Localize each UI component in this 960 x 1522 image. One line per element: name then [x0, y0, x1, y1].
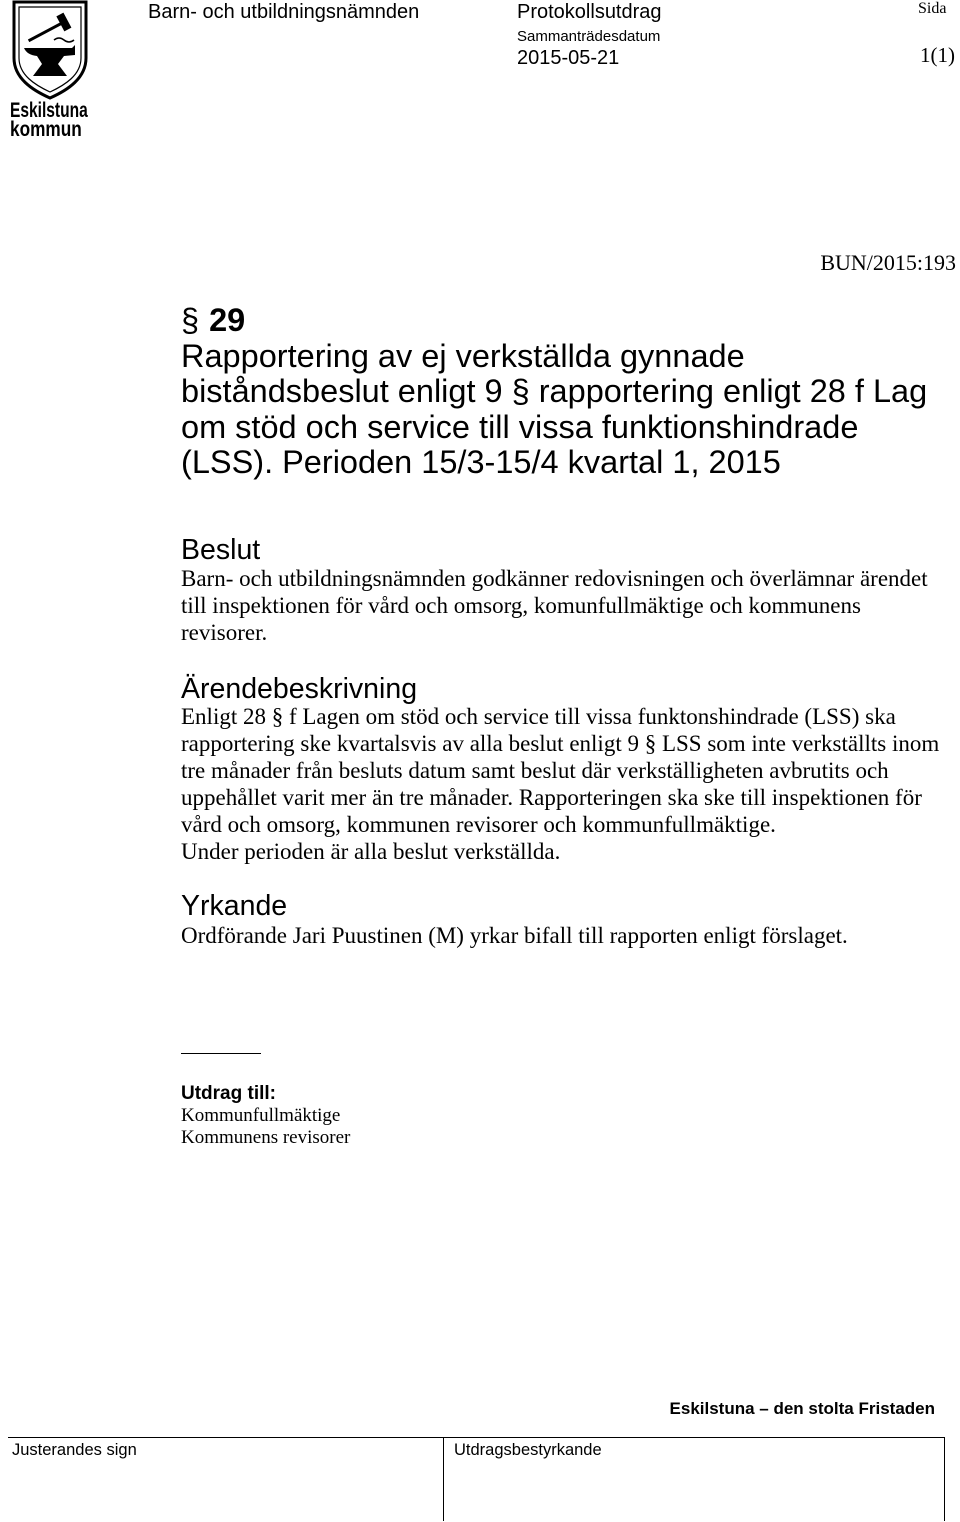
footer-motto: Eskilstuna – den stolta Fristaden: [669, 1399, 935, 1418]
municipality-logo: [8, 0, 92, 140]
meeting-date: 2015-05-21: [517, 47, 620, 69]
distribution-list: [181, 1105, 350, 1149]
case-number: BUN/2015:193: [820, 250, 956, 275]
section-body-arendebeskrivning: [181, 703, 939, 865]
body-line: uppehållet varit mer än tre månader. Rapporteringen ska ske till inspektionen för: [181, 785, 922, 810]
footer-left-label: Justerandes sign: [12, 1441, 137, 1459]
meeting-date-label: Sammanträdesdatum: [517, 28, 661, 45]
section-heading-arendebeskrivning: Ärendebeskrivning: [181, 673, 418, 705]
body-line: Under perioden är alla beslut verkställda.: [181, 839, 561, 864]
body-line: tre månader från besluts datum samt beslut där verkställigheten avbrutits och: [181, 758, 889, 783]
title-line: om stöd och service till vissa funktionshindrade: [181, 408, 859, 445]
section-heading-beslut: Beslut: [181, 534, 261, 566]
section-heading-yrkande: Yrkande: [181, 890, 288, 922]
distribution-label: Utdrag till:: [181, 1083, 276, 1104]
logo-subname: kommun: [10, 118, 82, 141]
distribution-recipient: Kommunens revisorer: [181, 1127, 351, 1148]
body-line: rapportering ske kvartalsvis av alla beslut enligt 9 § LSS som inte verkställts inom: [181, 731, 940, 756]
body-line: Enligt 28 § f Lagen om stöd och service till vissa funktonshindrade (LSS) ska: [181, 704, 896, 729]
title-line: (LSS). Perioden 15/3-15/4 kvartal 1, 2015: [181, 444, 781, 480]
body-line: Barn- och utbildningsnämnden godkänner redovisningen och överlämnar ärendet: [181, 566, 928, 591]
title-line: Rapportering av ej verkställda gynnade: [181, 337, 745, 374]
footer-rule: [8, 1437, 945, 1438]
logo-name: Eskilstuna: [10, 99, 88, 122]
header-committee: Barn- och utbildningsnämnden: [148, 1, 420, 23]
section-body-yrkande: [181, 922, 848, 949]
signature-divider: [181, 1053, 261, 1054]
body-line: vård och omsorg, kommunen revisorer och kommunfullmäktige.: [181, 812, 776, 837]
body-line: revisorer.: [181, 620, 268, 645]
page-number: 1(1): [920, 43, 955, 67]
coat-of-arms-icon: [10, 0, 90, 100]
page-label: Sida: [918, 0, 947, 17]
distribution-recipient: Kommunfullmäktige: [181, 1105, 341, 1126]
paragraph-heading: [181, 303, 927, 339]
section-body-beslut: [181, 565, 928, 646]
title-line: biståndsbeslut enligt 9 § rapportering enligt 28 f Lag: [181, 373, 928, 409]
section-sign: §: [181, 302, 200, 338]
body-line: till inspektionen för vård och omsorg, komunfullmäktige och kommunens: [181, 593, 861, 618]
footer-right-border: [944, 1437, 945, 1521]
footer-divider: [443, 1437, 444, 1521]
case-title: [181, 303, 927, 481]
header-doc-type: Protokollsutdrag: [517, 1, 662, 23]
footer-right-label: Utdragsbestyrkande: [454, 1441, 602, 1459]
paragraph-number: 29: [209, 302, 246, 338]
body-line: Ordförande Jari Puustinen (M) yrkar bifall till rapporten enligt förslaget.: [181, 923, 848, 948]
